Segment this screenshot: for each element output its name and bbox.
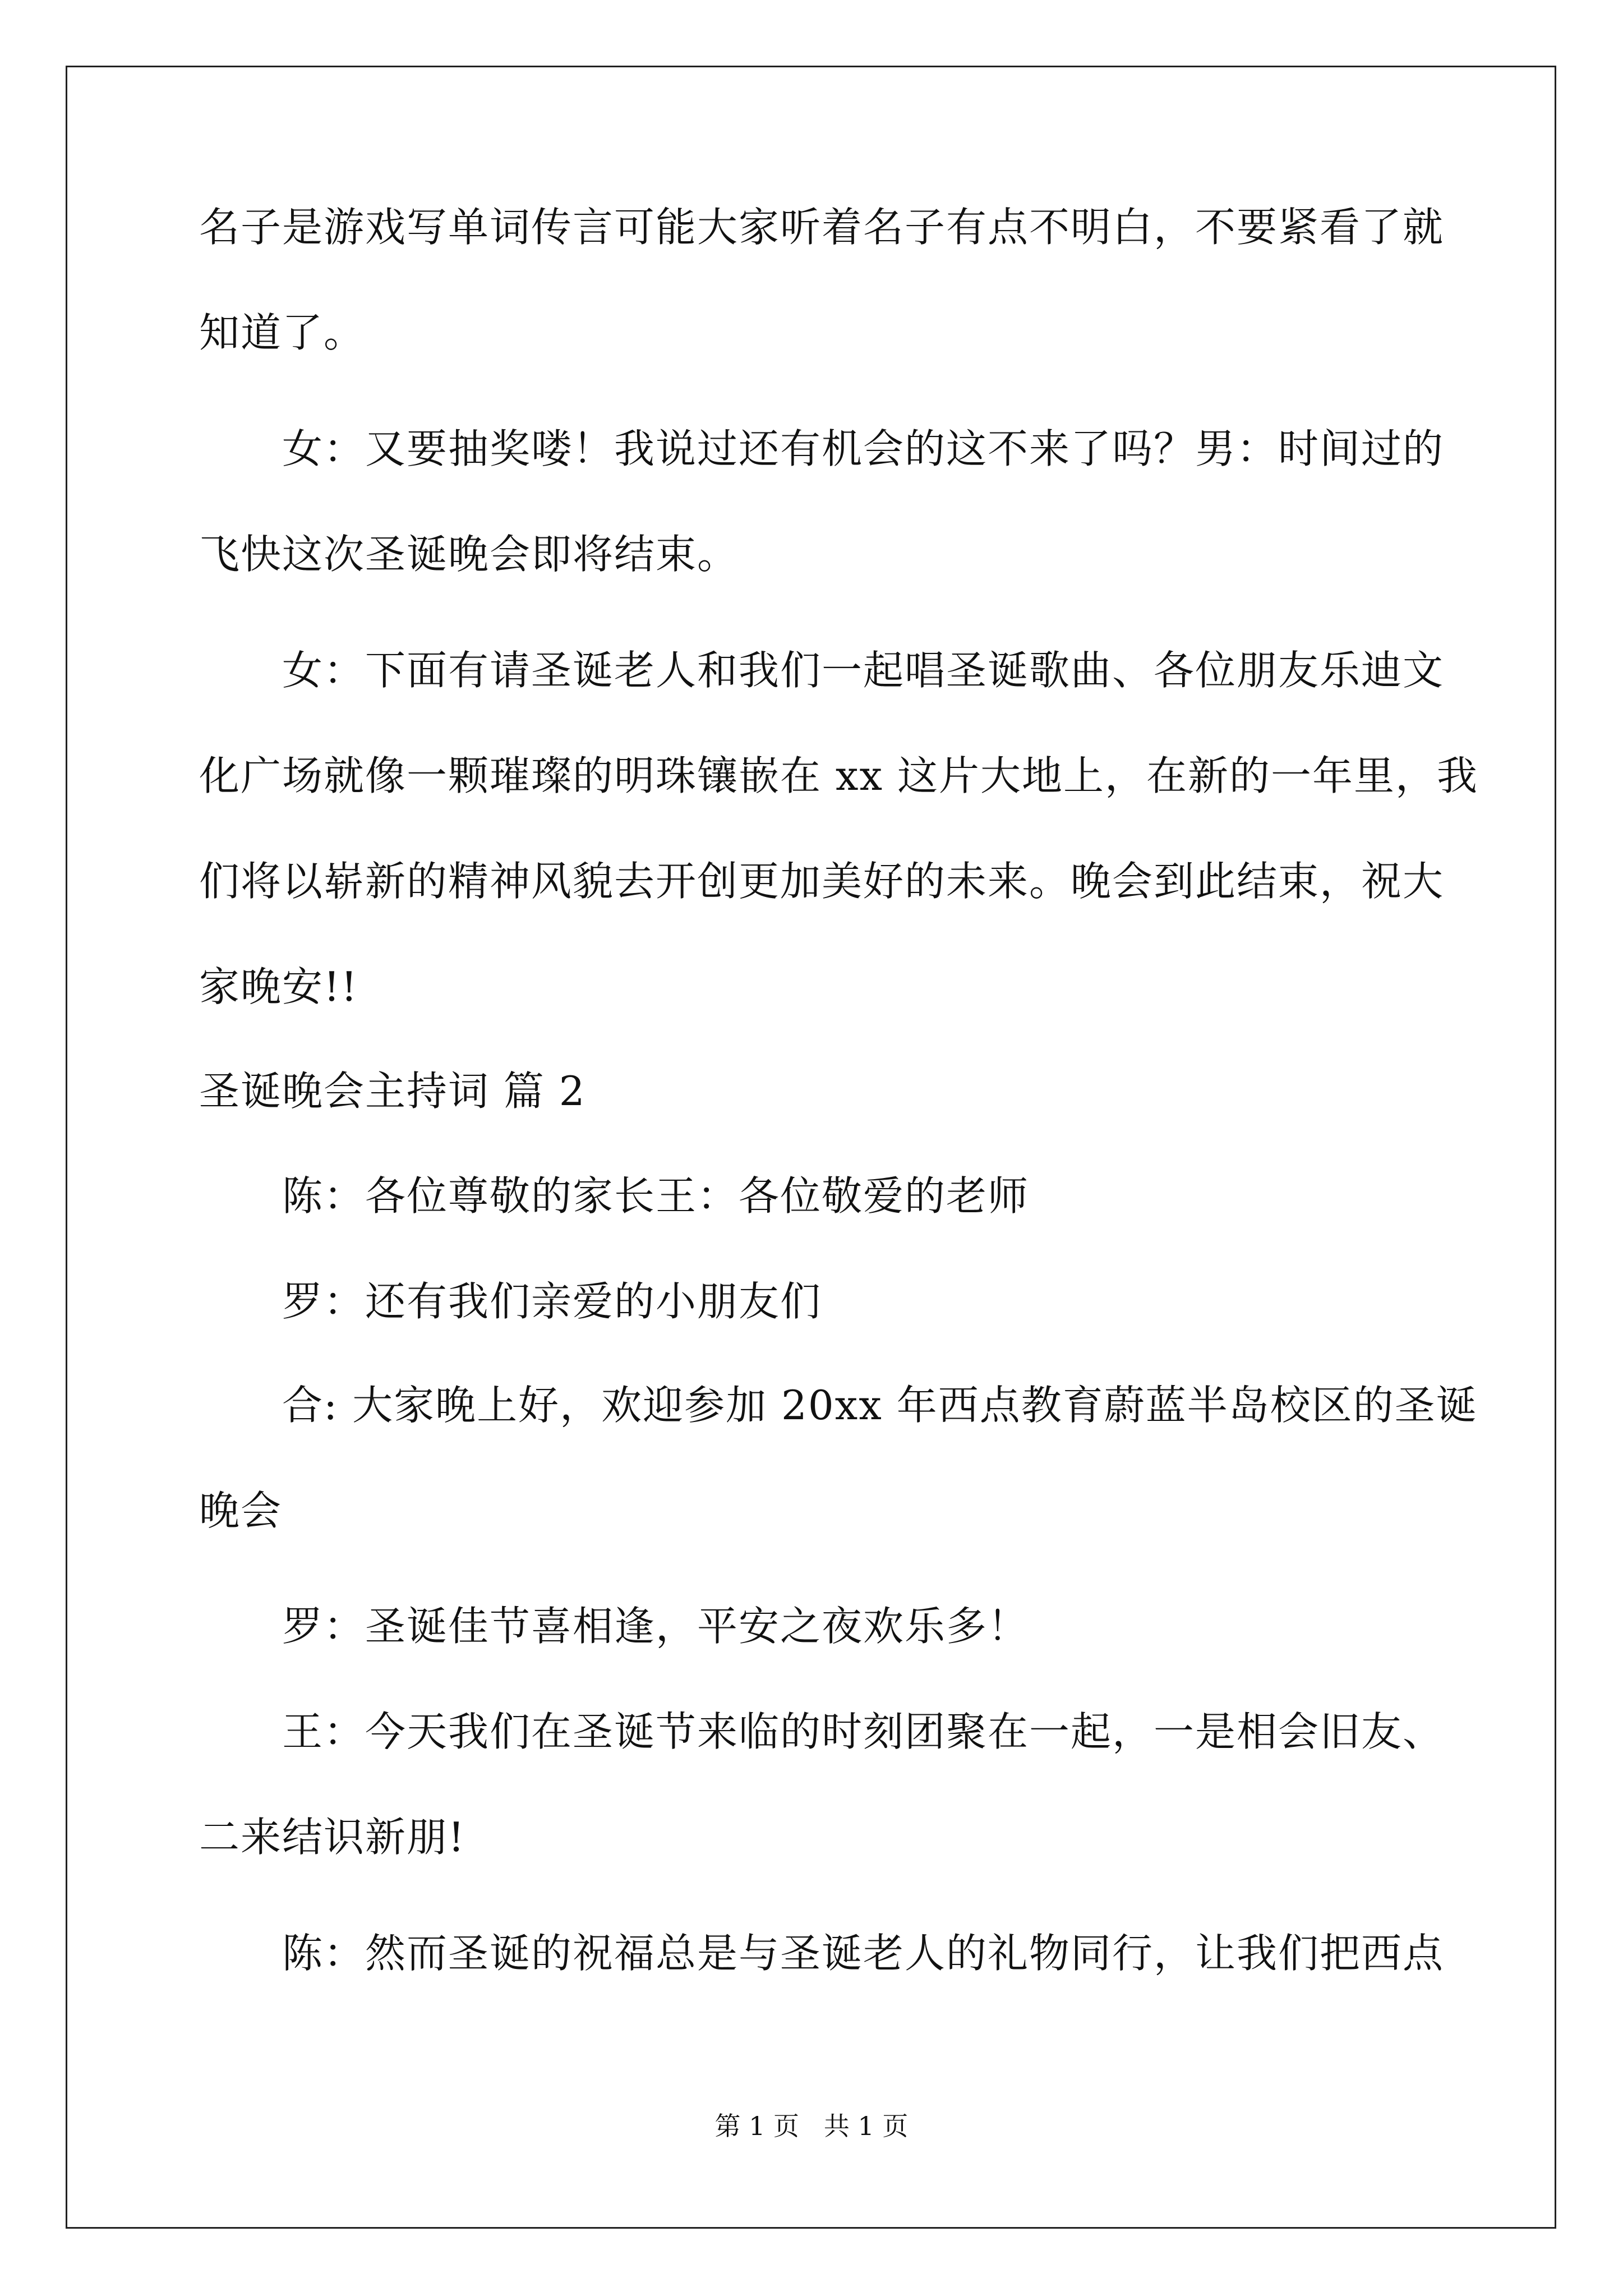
text-line: 王：今天我们在圣诞节来临的时刻团聚在一起，一是相会旧友、 bbox=[282, 1708, 1445, 1755]
page-number-footer: 第 1 页 共 1 页 bbox=[714, 2111, 909, 2141]
text-line: 知道了。 bbox=[199, 309, 366, 356]
section-heading: 圣诞晚会主持词 篇 2 bbox=[199, 1068, 586, 1115]
text-line: 化广场就像一颗璀璨的明珠镶嵌在 xx 这片大地上，在新的一年里，我 bbox=[199, 752, 1478, 799]
text-line: 罗：还有我们亲爱的小朋友们 bbox=[282, 1278, 822, 1325]
text-line: 女：下面有请圣诞老人和我们一起唱圣诞歌曲、各位朋友乐迪文 bbox=[282, 647, 1445, 694]
text-line: 陈：然而圣诞的祝福总是与圣诞老人的礼物同行，让我们把西点 bbox=[282, 1930, 1445, 1977]
text-line: 们将以崭新的精神风貌去开创更加美好的未来。晚会到此结束，祝大 bbox=[199, 858, 1445, 905]
text-line: 二来结识新朋! bbox=[199, 1814, 465, 1861]
page-border bbox=[66, 66, 1556, 2229]
text-line: 家晚安!! bbox=[199, 963, 358, 1010]
text-line: 飞快这次圣诞晚会即将结束。 bbox=[199, 531, 739, 578]
text-line: 晚会 bbox=[199, 1487, 283, 1534]
text-line: 女：又要抽奖喽！我说过还有机会的这不来了吗？男：时间过的 bbox=[282, 425, 1445, 472]
text-line: 合: 大家晚上好，欢迎参加 20xx 年西点教育蔚蓝半岛校区的圣诞 bbox=[282, 1382, 1478, 1429]
text-line: 名子是游戏写单词传言可能大家听着名子有点不明白，不要紧看了就 bbox=[199, 204, 1445, 251]
text-line: 陈：各位尊敬的家长王：各位敬爱的老师 bbox=[282, 1172, 1030, 1220]
text-line: 罗：圣诞佳节喜相逢，平安之夜欢乐多！ bbox=[282, 1603, 1030, 1650]
